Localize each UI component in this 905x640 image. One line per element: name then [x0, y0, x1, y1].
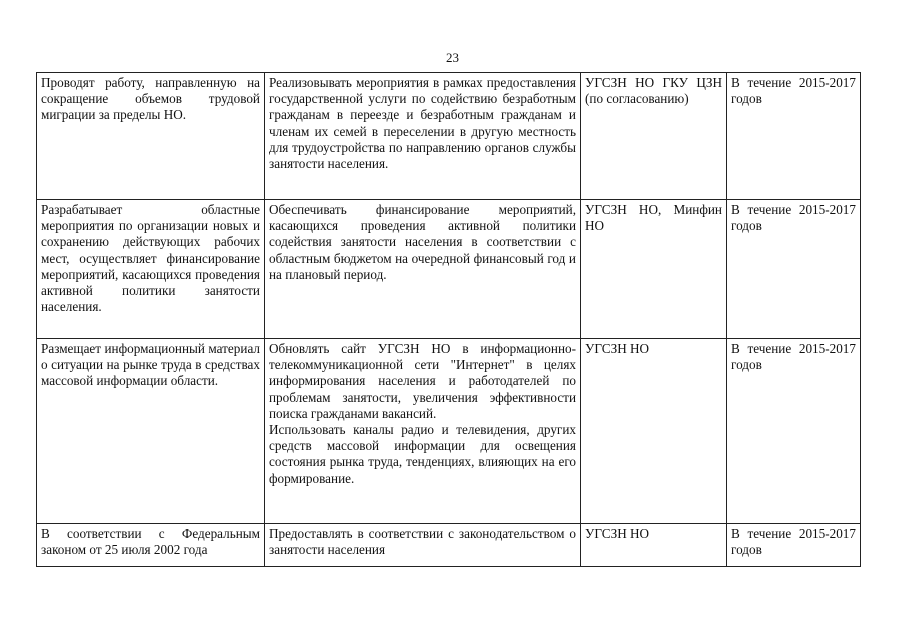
responsible-cell: УГСЗН НО ГКУ ЦЗН (по согласованию) [581, 73, 727, 200]
table-row [37, 73, 861, 200]
measures-cell [265, 339, 581, 524]
deadline-cell: В течение 2015-2017 годов [727, 339, 861, 524]
measure-text: Обновлять сайт УГСЗН НО в информационно-телекоммуникационной сети "Интернет" в целях информирования населения и работодателей по проблемам занятости, увеличения эффективности поиска гражданами вакансий. [269, 341, 576, 421]
deadline-cell: В течение 2015-2017 годов [727, 524, 861, 567]
measure-text: Обеспечивать финансирование мероприятий, касающихся проведения активной политики содействия занятости населения в соответствии с областным бюджетом на очередной финансовый год и на плановый период. [269, 202, 576, 282]
responsible-cell: УГСЗН НО [581, 339, 727, 524]
action-cell: В соответствии с Федеральным законом от 25 июля 2002 года [37, 524, 265, 567]
measure-text: Реализовывать мероприятия в рамках предоставления государственной услуги по содействию безработным гражданам в переезде и безработным гражданам и членам их семей в переселении в другую местность для трудоустройства по направлению органов службы занятости населения. [269, 75, 576, 172]
deadline-cell: В течение 2015-2017 годов [727, 200, 861, 339]
measure-text: Использовать каналы радио и телевидения, других средств массовой информации для освещения состояния рынка труда, тенденциях, влияющих на его формирование. [269, 422, 576, 486]
action-cell: Разрабатывает областные мероприятия по организации новых и сохранению действующих рабочих мест, осуществляет финансирование мероприятий, касающихся проведения активной политики занятости населения. [37, 200, 265, 339]
measures-cell [265, 73, 581, 200]
responsible-cell: УГСЗН НО [581, 524, 727, 567]
responsible-cell: УГСЗН НО, Минфин НО [581, 200, 727, 339]
table-row [37, 339, 861, 524]
deadline-cell: В течение 2015-2017 годов [727, 73, 861, 200]
action-cell: Проводят работу, направленную на сокращение объемов трудовой миграции за пределы НО. [37, 73, 265, 200]
measures-cell [265, 200, 581, 339]
measures-cell [265, 524, 581, 567]
measure-text: Предоставлять в соответствии с законодательством о занятости населения [269, 526, 576, 558]
action-cell: Размещает информационный материал о ситуации на рынке труда в средствах массовой информации области. [37, 339, 265, 524]
table-row [37, 200, 861, 339]
page-number: 23 [446, 50, 459, 65]
measures-table [36, 72, 861, 567]
table-row [37, 524, 861, 567]
